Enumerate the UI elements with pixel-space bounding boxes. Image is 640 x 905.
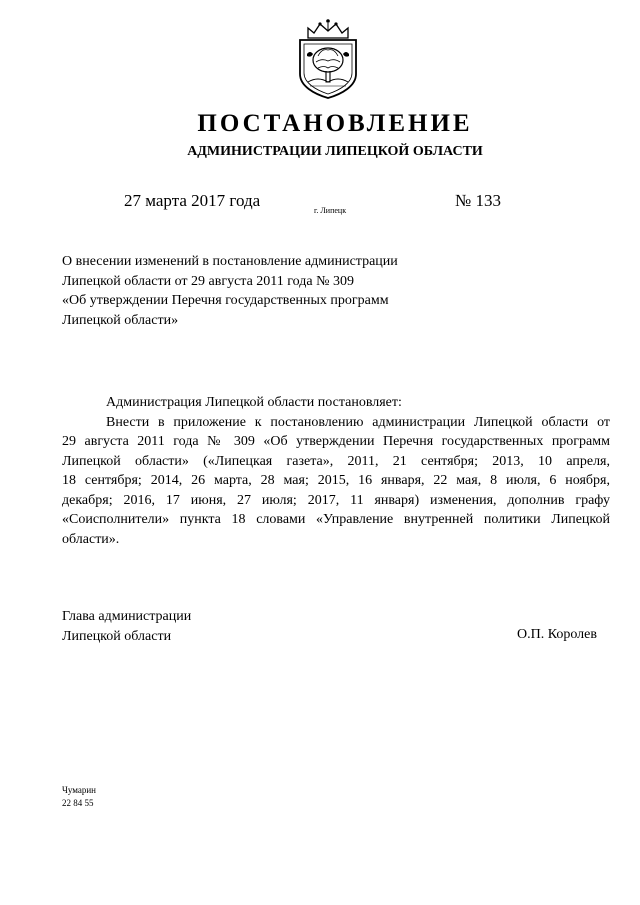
- executor-name: Чумарин: [62, 785, 96, 795]
- body-line: «Соисполнители» пункта 18 словами «Управление внутренней политики Липецкой: [62, 512, 610, 527]
- document-body: [62, 393, 610, 549]
- document-date: 27 марта 2017 года: [124, 191, 261, 210]
- subject-line: Липецкой области»: [62, 312, 179, 328]
- body-line: 29 августа 2011 года № 309 «Об утверждении Перечня государственных программ: [62, 434, 610, 449]
- document-title: ПОСТАНОВЛЕНИЕ: [197, 110, 473, 137]
- document-number: № 133: [455, 191, 501, 210]
- body-line: Внести в приложение к постановлению администрации Липецкой области от: [106, 414, 610, 430]
- body-line: области».: [62, 531, 120, 547]
- body-line: Липецкой области» («Липецкая газета», 2011, 21 сентября; 2013, 10 апреля,: [62, 453, 610, 469]
- subject-line: «Об утверждении Перечня государственных программ: [62, 293, 389, 308]
- subject-line: Липецкой области от 29 августа 2011 года № 309: [62, 273, 354, 289]
- document-city: г. Липецк: [314, 206, 347, 215]
- signature-name: О.П. Королев: [517, 627, 597, 642]
- body-line: 18 сентября; 2014, 26 марта, 28 мая; 2015, 16 января, 22 мая, 8 июля, 6 ноября,: [62, 473, 610, 488]
- signature-title-line: Глава администрации: [62, 609, 192, 624]
- executor-info: [62, 784, 96, 810]
- body-line-resolves: Администрация Липецкой области постановляет:: [106, 395, 402, 410]
- signature-title: [62, 607, 191, 646]
- executor-phone: 22 84 55: [62, 798, 94, 808]
- body-line: декабря; 2016, 17 июня, 27 июля; 2017, 11 января) изменения, дополнив графу: [62, 492, 610, 508]
- document-subtitle: АДМИНИСТРАЦИИ ЛИПЕЦКОЙ ОБЛАСТИ: [187, 144, 483, 159]
- lipetsk-coat-of-arms-icon: [294, 18, 362, 100]
- subject-line: О внесении изменений в постановление администрации: [62, 254, 398, 269]
- document-subject: [62, 252, 398, 330]
- signature-title-line: Липецкой области: [62, 628, 172, 644]
